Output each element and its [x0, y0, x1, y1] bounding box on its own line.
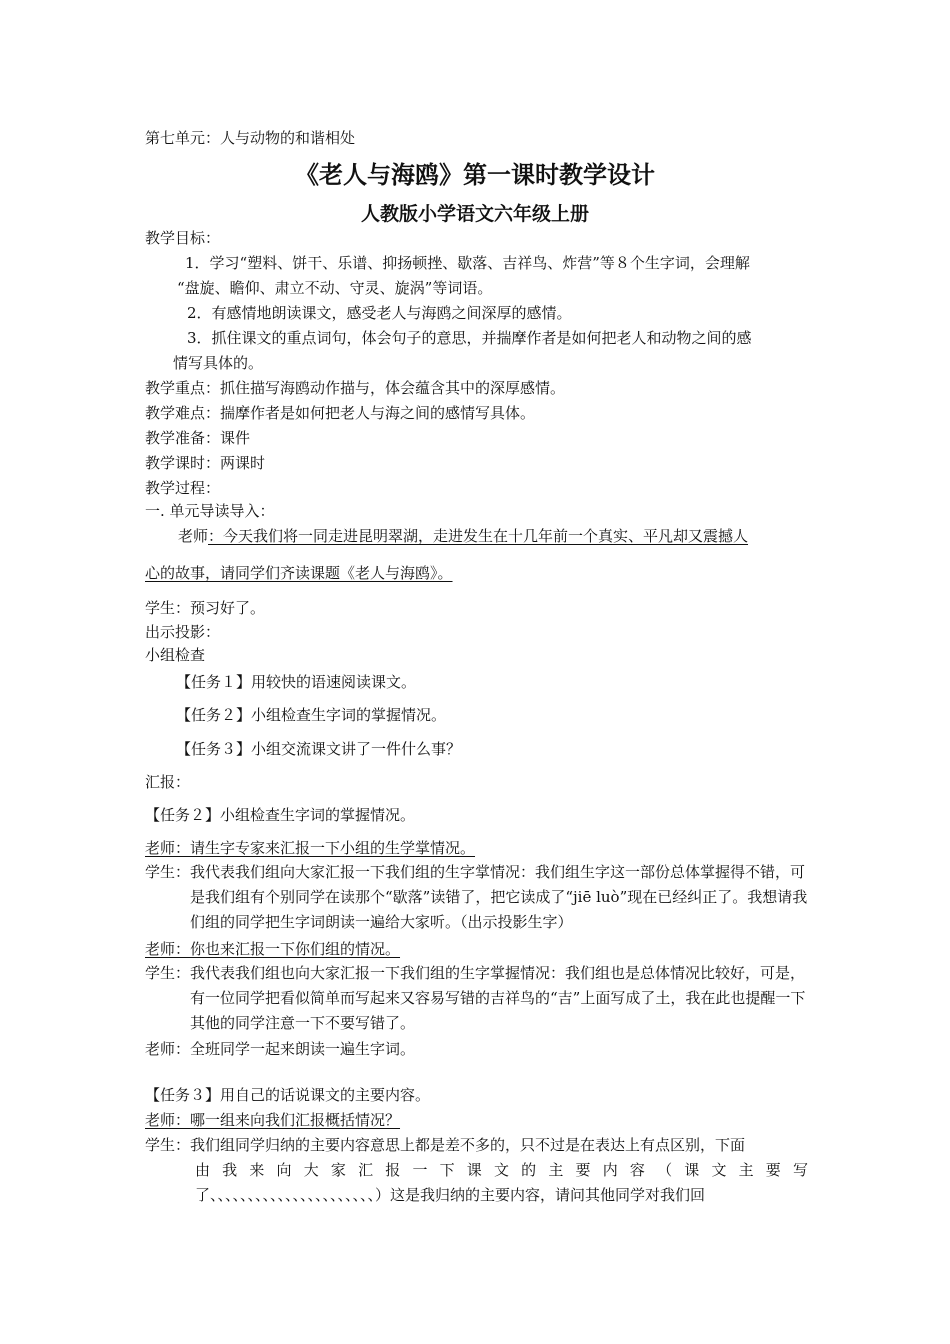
page-subtitle: 人教版小学语文六年级上册: [360, 203, 589, 225]
teacher-question-2: 老师：你也来汇报一下你们组的情况。: [145, 940, 401, 958]
objective-2: 2．有感情地朗读课文，感受老人与海鸥之间深厚的感情。: [187, 304, 572, 322]
student-answer-1: 学生：我代表我们组向大家汇报一下我们组的生字掌情况：我们组生字这一部份总体掌握得不错，可是我们组有个别同学在读那个“歇落”读错了，把它读成了“jiē luò”现在已经纠正了。我想请我们组的同学把生字词朗读一遍给大家听。（出示投影生字）: [145, 863, 808, 931]
report-label: 汇报：: [145, 773, 191, 791]
task-3: 【任务３】小组交流课文讲了一件什么事？: [176, 740, 462, 758]
teacher-question-1: 老师：请生字专家来汇报一下小组的生学掌情况。: [145, 839, 476, 857]
objective-3-line-2: 情写具体的。: [173, 354, 264, 372]
objective-1-line-2: “盘旋、瞻仰、肃立不动、守灵、旋涡”等词语。: [177, 279, 493, 297]
teacher-intro-text: ：今天我们将一同走进昆明翠湖，走进发生在十几年前一个真实、平凡却又震撼人: [208, 527, 749, 545]
page-title: 《老人与海鸥》第一课时教学设计: [295, 161, 655, 189]
teacher-label: 老师: [178, 527, 209, 545]
group-check-heading: 小组检查: [145, 646, 206, 664]
student-answer-3-line-3: 了、、、、、、、、、、、、、、、、、、、、、、）这是我归纳的主要内容，请问其他同学对我们回: [195, 1186, 706, 1204]
objectives-label: 教学目标：: [145, 229, 221, 247]
student-answer-3-line-2: 由我来向大家汇报一下课文的主要内容（课文主要写: [195, 1161, 808, 1179]
key-point: 教学重点：抓住描写海鸥动作描与，体会蕴含其中的深厚感情。: [145, 379, 566, 397]
difficulty: 教学难点：揣摩作者是如何把老人与海之间的感情写具体。: [145, 404, 536, 422]
student-answer-2: 学生：我代表我们组也向大家汇报一下我们组的生字掌握情况：我们组也是总体情况比较好，可是，有一位同学把看似简单而写起来又容易写错的吉祥鸟的“吉”上面写成了土，我在此也提醒一下其他的同学注意一下不要写错了。: [145, 964, 806, 1032]
projection-label: 出示投影：: [145, 623, 221, 641]
teacher-intro-line-1: [145, 524, 808, 549]
section-1-heading: 一. 单元导读导入：: [145, 502, 275, 520]
report-task-2: 【任务２】小组检查生字词的掌握情况。: [145, 806, 416, 824]
task-2: 【任务２】小组检查生字词的掌握情况。: [176, 706, 447, 724]
report-task-3: 【任务３】用自己的话说课文的主要内容。: [145, 1086, 431, 1104]
preparation: 教学准备：课件: [145, 429, 251, 447]
class-periods: 教学课时：两课时: [145, 454, 266, 472]
objective-1-line-1: 1．学习“塑料、饼干、乐谱、抑扬顿挫、歇落、吉祥鸟、炸营”等８个生字词，会理解: [185, 254, 750, 272]
process-label: 教学过程：: [145, 479, 221, 497]
student-answer-3-line-1: 学生：我们组同学归纳的主要内容意思上都是差不多的，只不过是在表达上有点区别，下面: [145, 1136, 746, 1154]
unit-heading: 第七单元：人与动物的和谐相处: [145, 129, 356, 147]
task-1: 【任务１】用较快的语速阅读课文。: [176, 673, 417, 691]
student-ready: 学生：预习好了。: [145, 599, 266, 617]
teacher-question-3: 老师：全班同学一起来朗读一遍生字词。: [145, 1040, 416, 1058]
teacher-question-4: 老师：哪一组来向我们汇报概括情况？: [145, 1111, 401, 1129]
teacher-intro-line-2: 心的故事，请同学们齐读课题《老人与海鸥》。: [145, 564, 453, 582]
objective-3-line-1: 3．抓住课文的重点词句，体会句子的意思，并揣摩作者是如何把老人和动物之间的感: [187, 329, 752, 347]
